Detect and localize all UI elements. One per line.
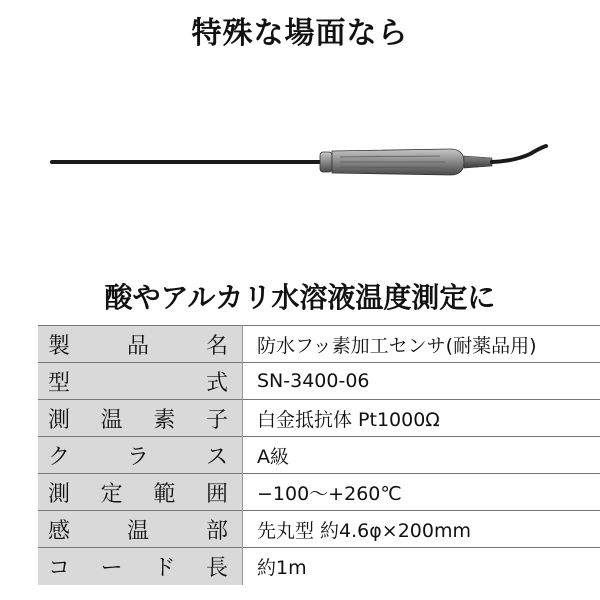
spec-value: SN-3400-06 [257, 370, 370, 392]
spec-label: 測 温 素 子 [48, 407, 228, 433]
spec-label-cell [38, 511, 243, 548]
spec-row [38, 474, 600, 511]
spec-row [38, 437, 600, 474]
spec-label: 型 式 [48, 370, 228, 396]
spec-label-cell [38, 437, 243, 474]
spec-label: 製 品 名 [48, 333, 228, 359]
spec-value: −100〜+260℃ [257, 482, 402, 505]
spec-value: 防水フッ素加工センサ(耐薬品用) [257, 334, 537, 357]
spec-row [38, 400, 600, 437]
spec-label: コ ー ド 長 [48, 555, 228, 581]
spec-label-cell [38, 326, 243, 363]
spec-label-cell [38, 363, 243, 400]
spec-row [38, 511, 600, 548]
spec-label-cell [38, 548, 243, 585]
section-subtitle: 酸やアルカリ水溶液温度測定に [104, 281, 496, 314]
spec-table [38, 325, 600, 585]
spec-label-cell [38, 400, 243, 437]
spec-value: 先丸型 約4.6φ×200mm [257, 519, 471, 542]
spec-label: 感 温 部 [48, 518, 228, 544]
spec-row [38, 326, 600, 363]
spec-value: A級 [257, 445, 289, 468]
spec-row [38, 548, 600, 585]
temperature-probe-image [40, 128, 560, 188]
spec-label-cell [38, 474, 243, 511]
spec-value: 約1m [257, 556, 307, 579]
spec-row [38, 363, 600, 400]
page-title: 特殊な場面なら [191, 16, 409, 51]
spec-label: 測 定 範 囲 [48, 481, 228, 507]
spec-label: ク ラ ス [48, 444, 228, 470]
spec-value: 白金抵抗体 Pt1000Ω [257, 408, 440, 431]
